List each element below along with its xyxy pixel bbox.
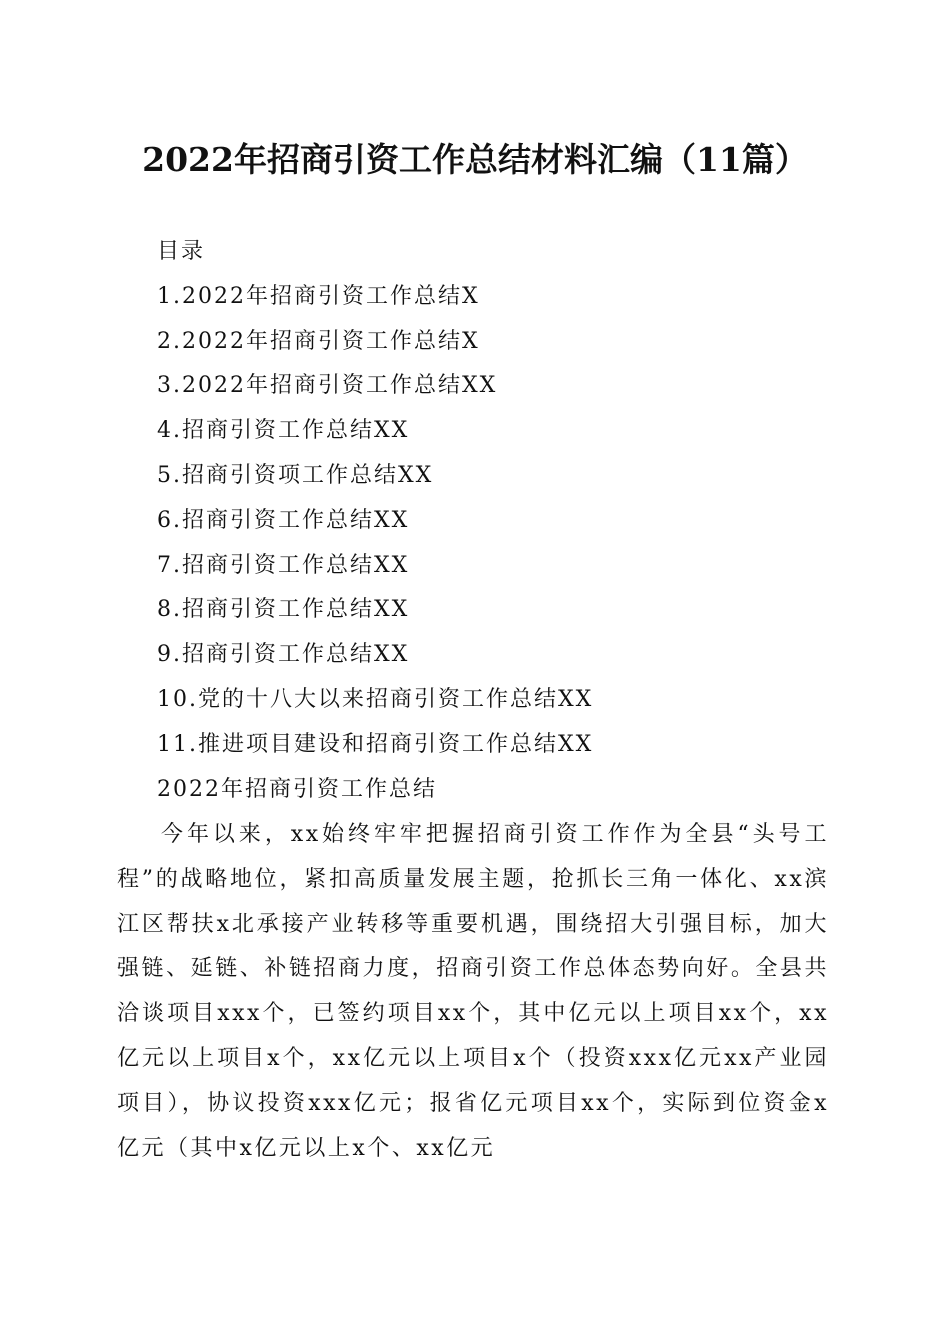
toc-heading: 目录 bbox=[157, 239, 206, 264]
toc-item: 2.2022年招商引资工作总结X bbox=[157, 328, 480, 354]
toc-item: 11.推进项目建设和招商引资工作总结XX bbox=[157, 731, 594, 757]
toc-item: 6.招商引资工作总结XX bbox=[157, 507, 410, 533]
toc-item: 8.招商引资工作总结XX bbox=[157, 597, 410, 623]
toc-item: 9.招商引资工作总结XX bbox=[157, 642, 410, 668]
body-paragraph: 今年以来，xx始终牢牢把握招商引资工作作为全县“头号工程”的战略地位，紧扣高质量发展主题，抢抓长三角一体化、xx滨江区帮扶x北承接产业转移等重要机遇，围绕招大引强目标，加大强链、延链、补链招商力度，招商引资工作总体态势向好。全县共洽谈项目xxx个，已签约项目xx个，其中亿元以上项目xx个，xx亿元以上项目x个，xx亿元以上项目x个（投资xxx亿元xx产业园项目），协议投资xxx亿元；报省亿元项目xx个，实际到位资金x亿元（其中x亿元以上x个、xx亿元 bbox=[117, 822, 829, 1161]
toc-item: 1.2022年招商引资工作总结X bbox=[157, 283, 480, 309]
table-of-contents bbox=[157, 230, 857, 812]
document-title: 2022年招商引资工作总结材料汇编（11篇） bbox=[142, 140, 808, 179]
toc-item: 7.招商引资工作总结XX bbox=[157, 552, 410, 578]
section-heading: 2022年招商引资工作总结 bbox=[157, 776, 437, 802]
toc-item: 3.2022年招商引资工作总结XX bbox=[157, 373, 498, 399]
toc-item: 10.党的十八大以来招商引资工作总结XX bbox=[157, 686, 594, 712]
toc-item: 4.招商引资工作总结XX bbox=[157, 418, 410, 444]
toc-item: 5.招商引资项工作总结XX bbox=[157, 462, 434, 488]
